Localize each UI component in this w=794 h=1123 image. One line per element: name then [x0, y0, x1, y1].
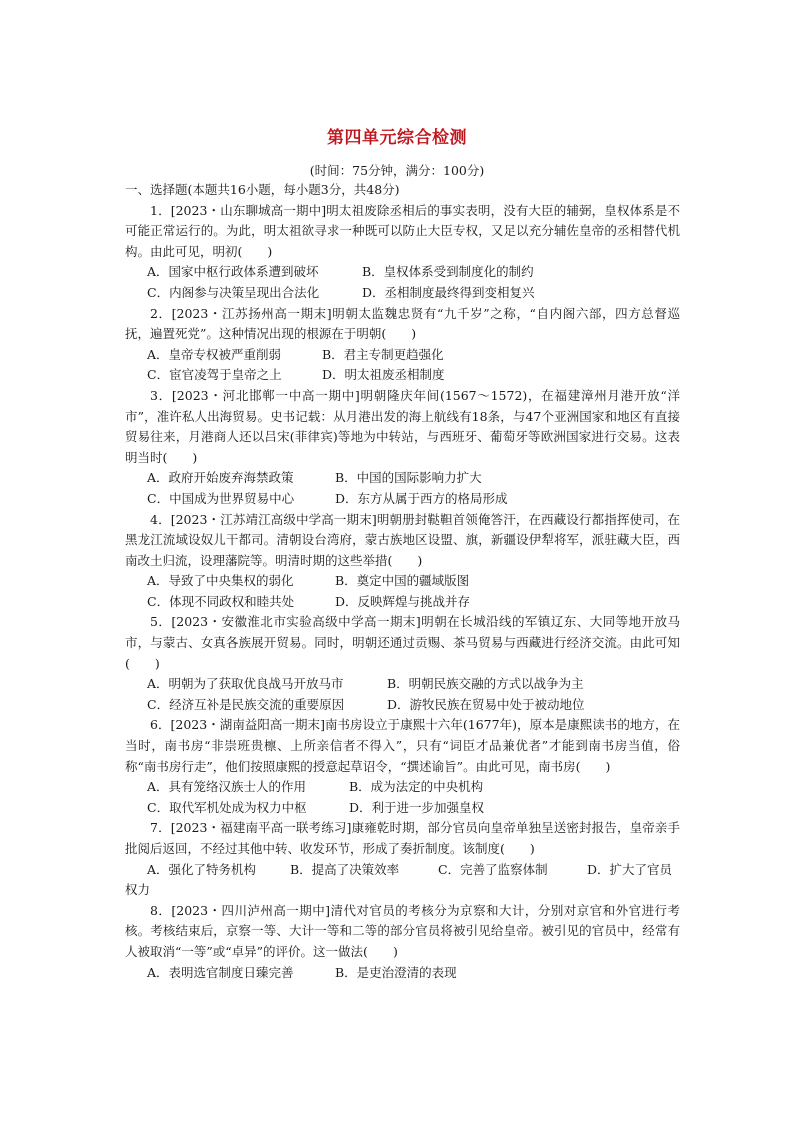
options: [125, 674, 680, 715]
question-stem: 8．[2023・四川泸州高一期中]清代对官员的考核分为京察和大计，分别对京官和外官进行考核。考核结束后，京察一等、大计一等和二等的部分官员将被引见给皇帝。被引见的官员中，经常有人被取消“一等”或“卓异”的评价。这一做法( ): [125, 902, 680, 959]
options: [125, 571, 680, 612]
option-d: D．丞相制度最终得到变相复兴: [362, 284, 535, 300]
question-stem: 1．[2023・山东聊城高一期中]明太祖废除丞相后的事实表明，没有大臣的辅弼，皇权体系是不可能正常运行的。为此，明太祖欲寻求一种既可以防止大臣专权，又足以充分辅佐皇帝的丞相替代机构。由此可见，明初( ): [125, 202, 680, 259]
question-stem: 5．[2023・安徽淮北市实验高级中学高一期末]明朝在长城沿线的军镇辽东、大同等地开放马市，与蒙古、女真各族展开贸易。同时，明朝还通过贡赐、茶马贸易与西藏进行经济交流。由此可知( ): [125, 614, 680, 671]
option-a: A．表明选官制度日臻完善: [147, 964, 294, 980]
option-b: B．皇权体系受到制度化的制约: [362, 264, 534, 280]
option-c: C．经济互补是民族交流的重要原因: [147, 696, 345, 712]
options: [125, 777, 680, 818]
option-c: C．完善了监察体制: [438, 861, 548, 877]
question-stem: 7．[2023・福建南平高一联考练习]康雍乾时期，部分官员向皇帝单独呈送密封报告，皇帝亲手批阅后返回，不经过其他中转、收发环节，形成了奏折制度。该制度( ): [125, 820, 680, 856]
option-c: C．内阁参与决策呈现出合法化: [147, 284, 320, 300]
options: [125, 860, 680, 881]
option-d: D．明太祖废丞相制度: [322, 367, 445, 383]
option-c: C．体现不同政权和睦共处: [147, 593, 295, 609]
option-continuation: 权力: [125, 882, 151, 898]
option-d: D．东方从属于西方的格局形成: [335, 490, 508, 506]
exam-info: (时间：75分钟，满分：100分): [309, 163, 485, 178]
option-d: D．扩大了官员: [587, 861, 673, 877]
options: [125, 345, 680, 386]
option-c: C．宦官凌驾于皇帝之上: [147, 367, 282, 383]
options: [125, 262, 680, 303]
question-stem: 3．[2023・河北邯郸一中高一期中]明朝隆庆年间(1567～1572)，在福建漳州月港开放“洋市”，准许私人出海贸易。史书记载：从月港出发的海上航线有18条，与47个亚洲国家和地区有直接贸易往来，月港商人还以吕宋(菲律宾)等地为中转站，与西班牙、葡萄牙等欧洲国家进行交易。这表明当时( ): [125, 387, 680, 465]
option-b: B．成为法定的中央机构: [349, 779, 484, 795]
question-list: [125, 180, 680, 983]
option-a: A．政府开始废弃海禁政策: [147, 470, 294, 486]
option-a: A．明朝为了获取优良战马开放马市: [147, 676, 344, 692]
option-c: C．取代军机处成为权力中枢: [147, 799, 307, 815]
option-a: A．强化了特务机构: [147, 861, 257, 877]
option-d: D．利于进一步加强皇权: [349, 799, 485, 815]
option-d: D．游牧民族在贸易中处于被动地位: [387, 696, 585, 712]
option-b: B．明朝民族交融的方式以战争为主: [387, 676, 584, 692]
option-a: A．具有笼络汉族士人的作用: [147, 779, 307, 795]
option-b: B．提高了决策效率: [290, 861, 400, 877]
section-heading: 一、选择题(本题共16小题，每小题3分，共48分): [125, 182, 400, 197]
option-c: C．中国成为世界贸易中心: [147, 490, 295, 506]
option-a: A．皇帝专权被严重削弱: [147, 346, 282, 362]
option-b: B．奠定中国的疆域版图: [335, 573, 470, 589]
option-d: D．反映辉煌与挑战并存: [335, 593, 471, 609]
option-a: A．国家中枢行政体系遭到破坏: [147, 264, 319, 280]
options: [125, 468, 680, 509]
option-b: B．中国的国际影响力扩大: [335, 470, 482, 486]
options: [125, 963, 680, 984]
page-title: 第四单元综合检测: [327, 128, 467, 148]
question-stem: 2．[2023・江苏扬州高一期末]明朝太监魏忠贤有“九千岁”之称，“自内阁六部，四方总督巡抚，遍置死党”。这种情况出现的根源在于明朝( ): [125, 305, 680, 342]
question-stem: 4．[2023・江苏靖江高级中学高一期末]明朝册封鞑靼首领俺答汗，在西藏设行都指挥使司，在黑龙江流域设奴儿干都司。清朝设台湾府，蒙古族地区设盟、旗，新疆设伊犁将军，派驻藏大臣，西南改土归流，设理藩院等。明清时期的这些举措( ): [125, 511, 680, 568]
option-b: B．君主专制更趋强化: [322, 346, 444, 362]
question-stem: 6．[2023・湖南益阳高一期末]南书房设立于康熙十六年(1677年)，原本是康熙读书的地方，在当时，南书房“非崇班贵檩、上所亲信者不得入”，只有“词臣才品兼优者”才能到南书房当值，俗称“南书房行走”，他们按照康熙的授意起草诏令，“撰述谕旨”。由此可见，南书房( ): [125, 717, 680, 774]
option-b: B．是吏治澄清的表现: [335, 964, 457, 980]
option-a: A．导致了中央集权的弱化: [147, 573, 294, 589]
